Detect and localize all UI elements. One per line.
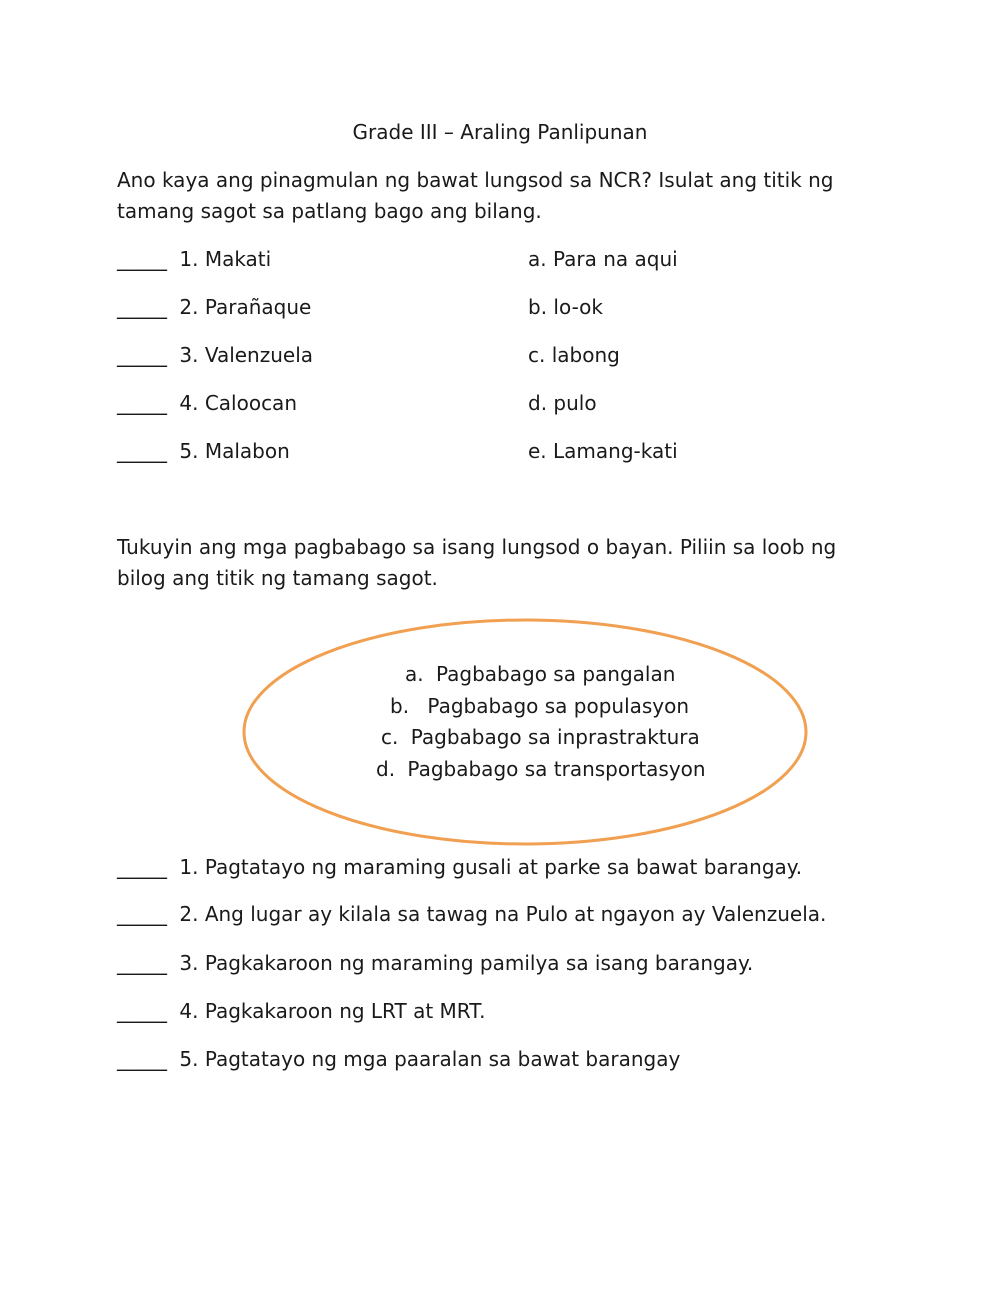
choice-text: Lamang-kati — [553, 439, 678, 463]
option-letter: a. — [405, 662, 424, 686]
item-text: Pagtatayo ng mga paaralan sa bawat barangay — [204, 1047, 681, 1071]
choice-letter: a. — [528, 247, 547, 271]
choice-text: Para na aqui — [552, 247, 678, 271]
item-number: 3. — [179, 343, 199, 367]
answer-blank: _____ — [117, 902, 167, 926]
section2-item-1 — [117, 853, 802, 881]
option-text: Pagbabago sa inprastraktura — [410, 725, 700, 749]
choice-letter: e. — [528, 439, 547, 463]
answer-blank: _____ — [117, 1047, 167, 1071]
option-text: Pagbabago sa pangalan — [435, 662, 676, 686]
answer-blank: _____ — [117, 999, 167, 1023]
ellipse-option-a — [405, 660, 675, 688]
option-text: Pagbabago sa transportasyon — [407, 757, 706, 781]
ellipse-option-b — [390, 692, 689, 720]
section2-instruction: Tukuyin ang mga pagbabago sa isang lungsod o bayan. Piliin sa loob ng bilog ang titik ng tamang sagot. — [117, 535, 837, 590]
item-text: Parañaque — [204, 295, 312, 319]
answer-blank: _____ — [117, 391, 167, 415]
item-number: 2. — [179, 295, 199, 319]
page-title: Grade III – Araling Panlipunan — [352, 120, 648, 144]
choice-letter: b. — [528, 295, 548, 319]
item-number: 1. — [179, 855, 199, 879]
item-number: 2. — [179, 902, 199, 926]
item-number: 5. — [179, 439, 199, 463]
item-number: 3. — [179, 951, 199, 975]
choice-text: lo-ok — [553, 295, 603, 319]
option-letter: c. — [381, 725, 399, 749]
choice-text: labong — [551, 343, 620, 367]
ellipse-option-d — [376, 755, 706, 783]
item-text: Makati — [204, 247, 272, 271]
option-letter: b. — [390, 694, 410, 718]
answer-blank: _____ — [117, 247, 167, 271]
ellipse-option-c — [381, 723, 700, 751]
section2-item-3 — [117, 949, 753, 977]
item-text: Pagkakaroon ng maraming pamilya sa isang barangay. — [204, 951, 754, 975]
section2-item-4 — [117, 997, 485, 1025]
item-number: 5. — [179, 1047, 199, 1071]
choice-letter: c. — [528, 343, 546, 367]
answer-blank: _____ — [117, 343, 167, 367]
choice-letter: d. — [528, 391, 548, 415]
item-text: Valenzuela — [204, 343, 314, 367]
item-number: 1. — [179, 247, 199, 271]
item-text: Pagkakaroon ng LRT at MRT. — [204, 999, 486, 1023]
option-letter: d. — [376, 757, 396, 781]
answer-blank: _____ — [117, 439, 167, 463]
choice-text: pulo — [553, 391, 597, 415]
answer-blank: _____ — [117, 295, 167, 319]
item-text: Ang lugar ay kilala sa tawag na Pulo at ngayon ay Valenzuela. — [204, 902, 827, 926]
item-number: 4. — [179, 999, 199, 1023]
item-number: 4. — [179, 391, 199, 415]
item-text: Malabon — [204, 439, 290, 463]
answer-blank: _____ — [117, 951, 167, 975]
item-text: Pagtatayo ng maraming gusali at parke sa bawat barangay. — [204, 855, 803, 879]
option-text: Pagbabago sa populasyon — [427, 694, 690, 718]
section2-item-5 — [117, 1045, 680, 1073]
answer-blank: _____ — [117, 855, 167, 879]
section1-instruction: Ano kaya ang pinagmulan ng bawat lungsod sa NCR? Isulat ang titik ng tamang sagot sa patlang bago ang bilang. — [117, 168, 834, 223]
section2-item-2 — [117, 900, 826, 928]
item-text: Caloocan — [204, 391, 297, 415]
